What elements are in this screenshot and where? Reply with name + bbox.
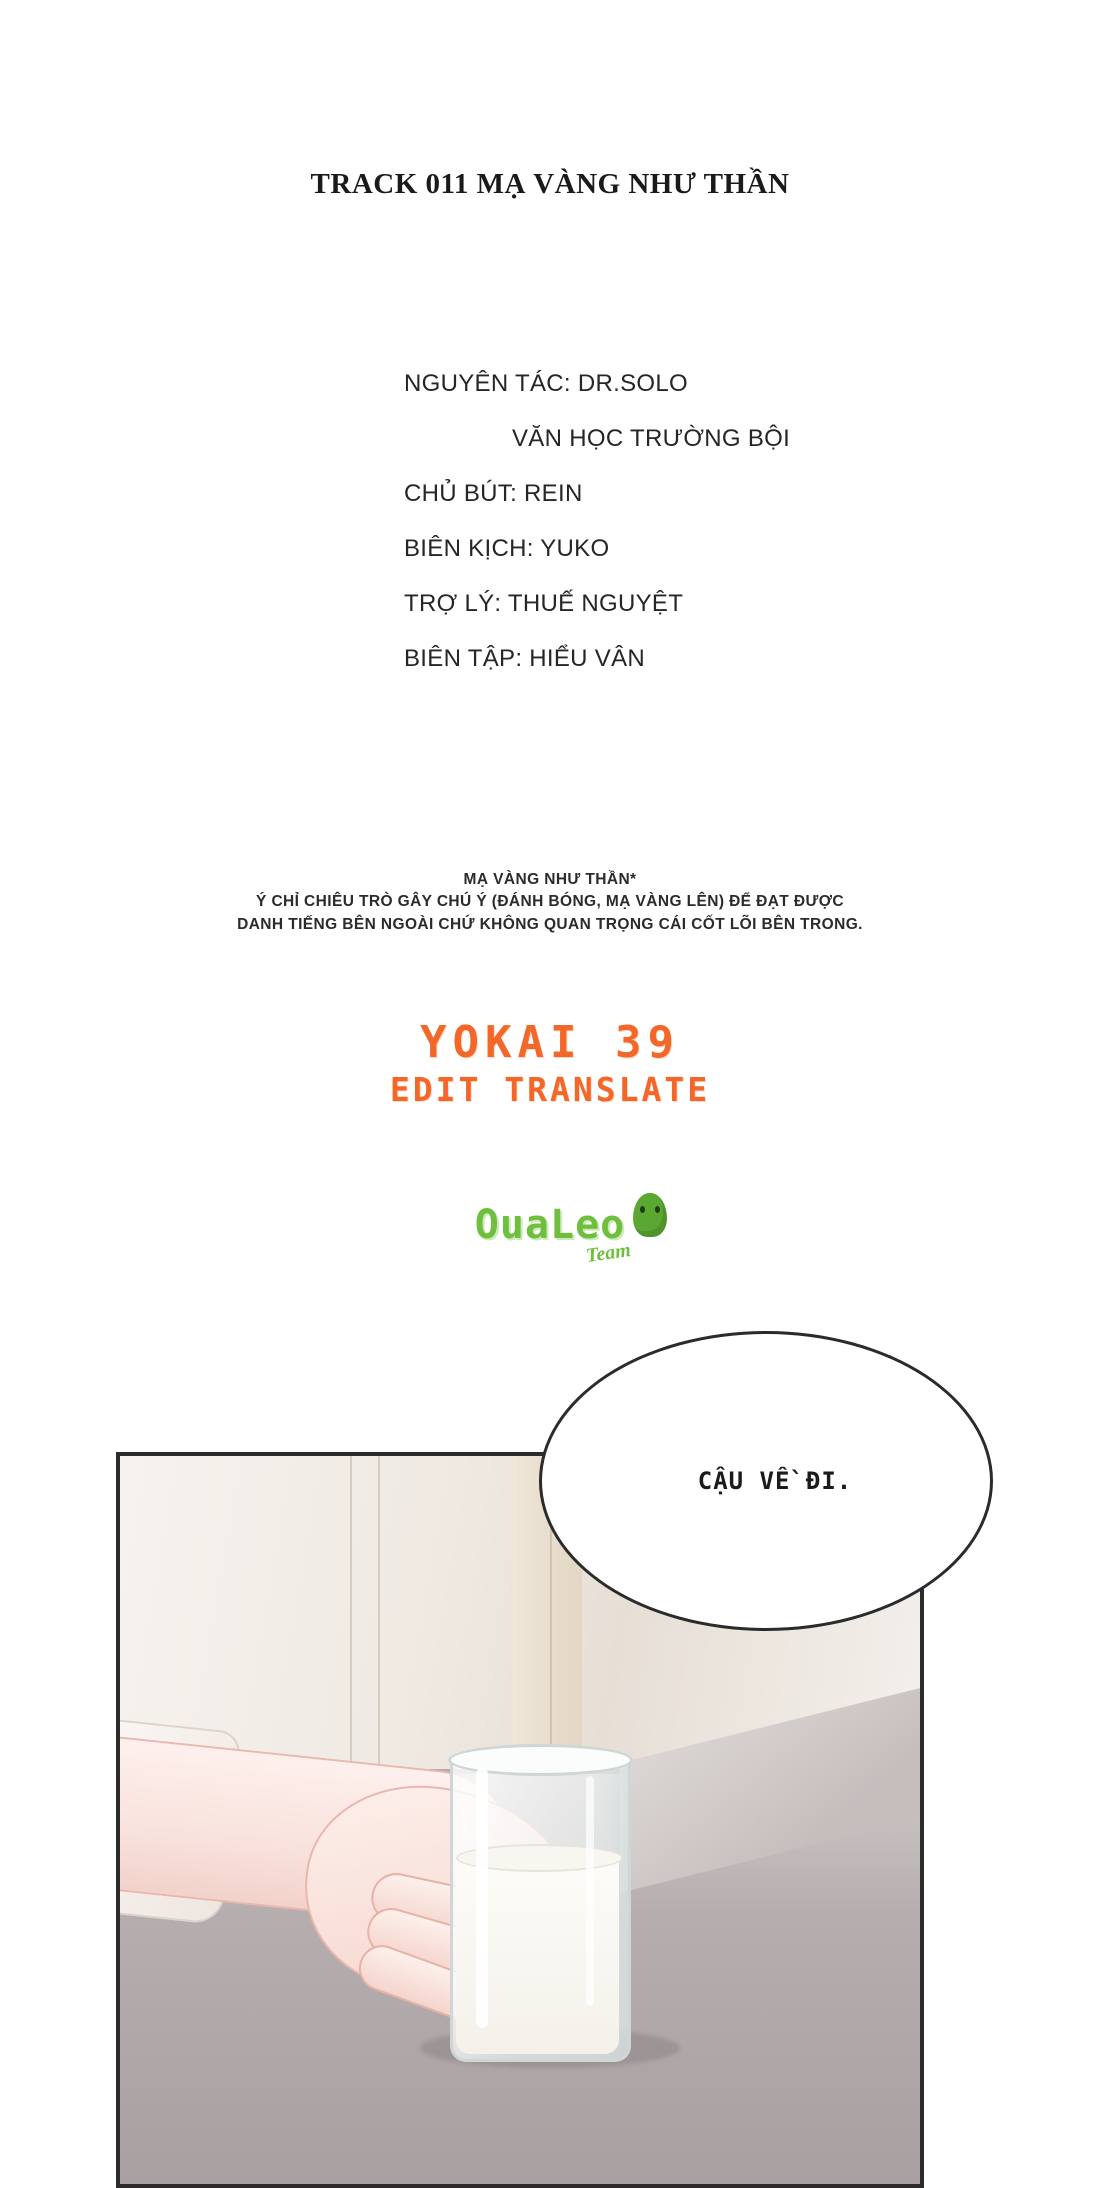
- credit-line-editor: BIÊN TẬP: HIỂU VÂN: [404, 645, 646, 672]
- panel-glass-highlight: [476, 1768, 488, 2028]
- speech-bubble-text: CẬU VỀ ĐI.: [697, 1467, 853, 1495]
- scanlation-group-credit: [0, 1017, 1100, 1110]
- translator-logo-sub-text: Team: [585, 1238, 633, 1268]
- translator-logo-wrap: [474, 1202, 633, 1268]
- credit-line-screenwriter: BIÊN KỊCH: YUKO: [404, 535, 610, 562]
- credit-line-assistant: TRỢ LÝ: THUẾ NGUYỆT: [404, 590, 684, 617]
- group-name-text: YOKAI 39: [420, 1017, 680, 1068]
- footnote-line-3: DANH TIẾNG BÊN NGOÀI CHỨ KHÔNG QUAN TRỌNG CÁI CỐT LÕI BÊN TRONG.: [237, 915, 863, 933]
- credits-block: [404, 372, 964, 702]
- translator-logo-main-text: OuaLeo: [474, 1202, 626, 1248]
- speech-bubble: [539, 1331, 993, 1631]
- group-role-text: EDIT TRANSLATE: [389, 1070, 711, 1110]
- credit-line-original-author: NGUYÊN TÁC: DR.SOLO: [404, 370, 688, 397]
- footnote-line-1: MẠ VÀNG NHƯ THẦN*: [463, 871, 637, 888]
- footnote-block: [0, 869, 1100, 936]
- panel-background-stripe: [378, 1456, 380, 1776]
- credit-line-publisher: VĂN HỌC TRƯỜNG BỘI: [512, 425, 791, 452]
- page-title: TRACK 011 MẠ VÀNG NHƯ THẦN: [310, 168, 790, 200]
- translator-logo: [0, 1202, 1100, 1295]
- leaf-mascot-icon: [633, 1193, 667, 1237]
- footnote-line-2: Ý CHỈ CHIÊU TRÒ GÂY CHÚ Ý (ĐÁNH BÓNG, MẠ VÀNG LÊN) ĐỂ ĐẠT ĐƯỢC: [256, 893, 844, 911]
- panel-background-stripe: [350, 1456, 352, 1776]
- credit-line-chief-editor: CHỦ BÚT: REIN: [404, 480, 583, 507]
- panel-glass-highlight: [586, 1776, 594, 2006]
